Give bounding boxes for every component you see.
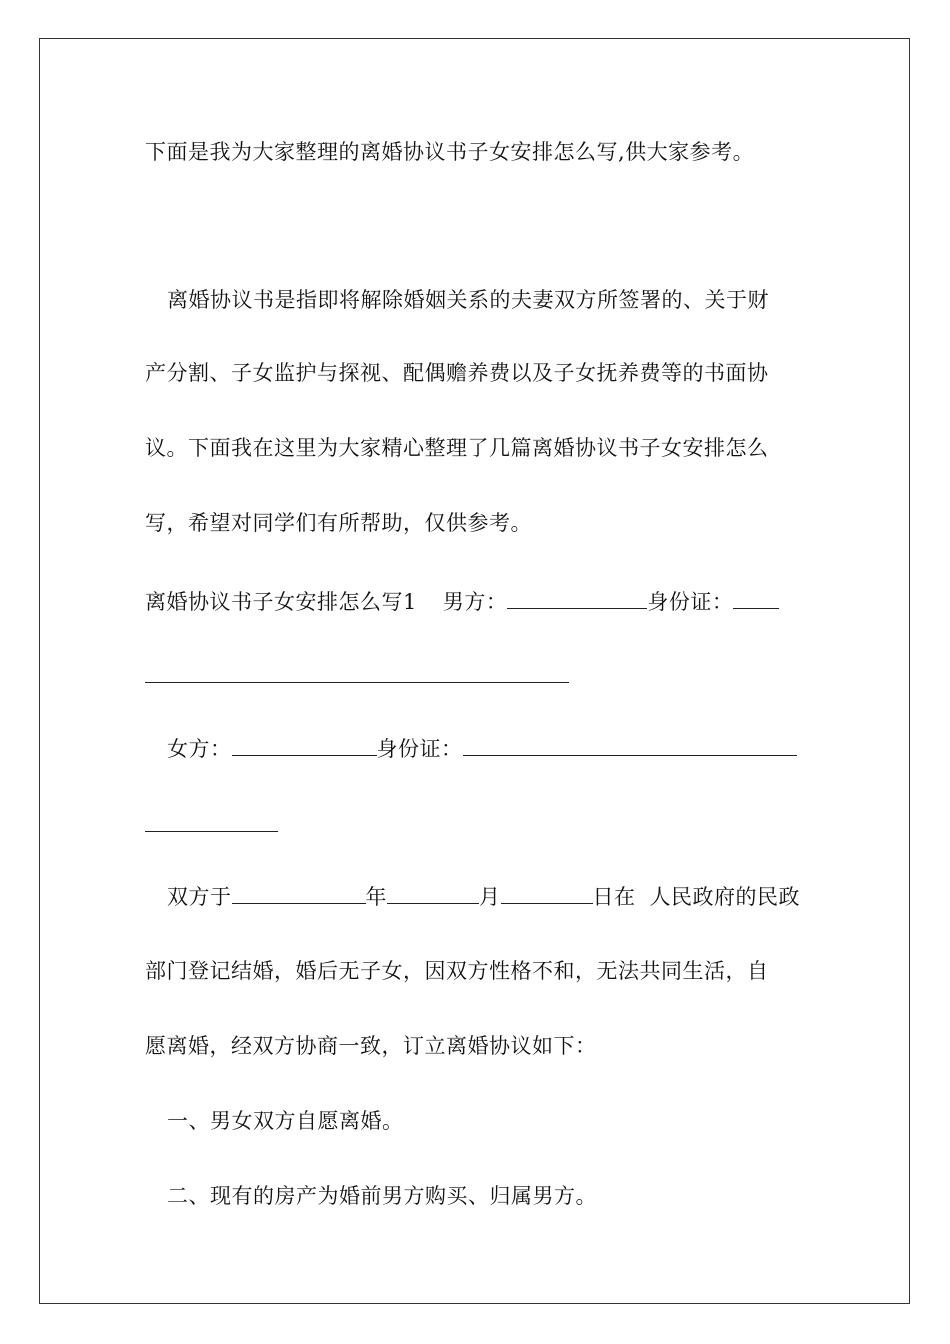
paragraph-line-4: 写，希望对同学们有所帮助，仅供参考。 <box>145 511 532 535</box>
month-label: 月 <box>479 885 501 909</box>
registration-line-3: 愿离婚，经双方协商一致，订立离婚协议如下： <box>145 1034 597 1058</box>
female-id-label: 身份证： <box>376 737 463 761</box>
male-label: 男方： <box>442 590 508 614</box>
section-title: 离婚协议书子女安排怎么写1 <box>145 590 417 614</box>
year-label: 年 <box>365 885 387 909</box>
female-info-line <box>167 733 797 764</box>
registration-prefix: 双方于 <box>167 885 232 909</box>
paragraph-line-3: 议。下面我在这里为大家精心整理了几篇离婚协议书子女安排怎么 <box>145 436 769 460</box>
paragraph-line-1: 离婚协议书是指即将解除婚姻关系的夫妻双方所签署的、关于财 <box>167 288 769 312</box>
female-id-blank <box>463 733 797 756</box>
month-blank <box>387 881 479 904</box>
registration-line-2: 部门登记结婚，婚后无子女，因双方性格不和，无法共同生活，自 <box>145 959 769 983</box>
male-name-blank <box>507 586 647 609</box>
clause-2: 二、现有的房产为婚前男方购买、归属男方。 <box>167 1184 597 1208</box>
intro-text: 下面是我为大家整理的离婚协议书子女安排怎么写,供大家参考。 <box>145 140 755 164</box>
male-info-line <box>145 586 779 617</box>
female-id-blank-continued <box>145 831 278 832</box>
year-blank <box>232 881 366 904</box>
paragraph-line-2: 产分割、子女监护与探视、配偶赡养费以及子女抚养费等的书面协 <box>145 361 769 385</box>
female-name-blank <box>232 733 377 756</box>
male-id-blank <box>733 586 779 609</box>
male-id-blank-continued <box>145 682 569 683</box>
female-label: 女方： <box>167 737 232 761</box>
male-id-label: 身份证： <box>647 590 734 614</box>
day-label: 日在 <box>592 885 636 909</box>
office-text: 人民政府的民政 <box>649 885 800 909</box>
registration-line-1 <box>167 881 800 912</box>
clause-1: 一、男女双方自愿离婚。 <box>167 1109 404 1133</box>
day-blank <box>501 881 593 904</box>
